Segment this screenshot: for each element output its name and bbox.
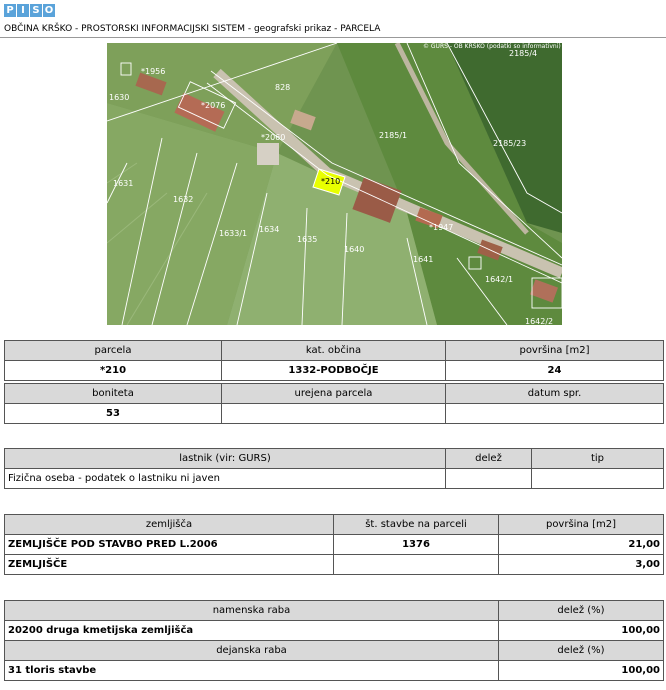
map-label: *1956 [141,67,166,76]
cadastral-municipality: 1332-PODBOČJE [222,361,446,381]
table-header-row [5,341,664,361]
table-header-row [5,601,664,621]
map-label: 1642/2 [525,317,554,325]
logo-letter: O [44,5,54,16]
land-table [4,514,664,575]
purpose-use-table [4,600,664,681]
logo-letter: P [4,4,16,17]
header-cell: tip [532,449,664,469]
table-row [5,621,664,641]
table-row [5,469,664,489]
land-type: ZEMLJIŠČE POD STAVBO PRED L.2006 [5,535,334,555]
map-copyright: © GURS - OB KRŠKO (podatki so informativni) [423,43,561,50]
building-number [334,555,499,575]
header-cell: urejena parcela [222,384,446,404]
owner-share [446,469,532,489]
header-cell: parcela [5,341,222,361]
owner-name: Fizična oseba - podatek o lastniku ni javen [5,469,446,489]
header-cell: površina [m2] [446,341,664,361]
map-label: *2060 [261,133,286,142]
table-row [5,404,664,424]
breadcrumb: OBČINA KRŠKO - PROSTORSKI INFORMACIJSKI SISTEM - geografski prikaz - PARCELA [4,24,381,34]
table-header-row [5,515,664,535]
parcel-map[interactable] [107,43,562,325]
purpose-use: 20200 druga kmetijska zemljišča [5,621,499,641]
header-cell: površina [m2] [499,515,664,535]
header-cell: zemljišča [5,515,334,535]
logo-letter: I [17,4,29,17]
owner-type [532,469,664,489]
map-label: 1630 [109,93,130,102]
land-area: 3,00 [499,555,664,575]
table-header-row [5,449,664,469]
header-cell: dejanska raba [5,641,499,661]
building-number: 1376 [334,535,499,555]
header-cell: delež (%) [499,641,664,661]
map-label: 1634 [259,225,280,234]
piso-logo[interactable] [4,4,55,17]
parcel-info-table [4,340,664,381]
map-label: 2185/23 [493,139,527,148]
urejena-parcela-value [222,404,446,424]
parcel-number: *210 [5,361,222,381]
map-label: 2185/4 [509,49,538,58]
table-row [5,555,664,575]
map-label: 1633/1 [219,229,248,238]
purpose-share: 100,00 [499,621,664,641]
map-label: 1631 [113,179,134,188]
map-label: 1641 [413,255,434,264]
table-row [5,535,664,555]
map-label: 1632 [173,195,194,204]
map-label: *2076 [201,101,226,110]
datum-spr-value [446,404,664,424]
header-cell: datum spr. [446,384,664,404]
table-row [5,361,664,381]
table-header-row [5,641,664,661]
logo-letter: S [30,4,42,17]
boniteta-value: 53 [5,404,222,424]
header-cell: lastnik (vir: GURS) [5,449,446,469]
map-label: 1642/1 [485,275,514,284]
actual-use: 31 tloris stavbe [5,661,499,681]
divider [0,37,666,38]
header-cell: delež (%) [499,601,664,621]
header-cell: delež [446,449,532,469]
map-label: *1947 [429,223,454,232]
map-label: 1640 [344,245,365,254]
map-label: 2185/1 [379,131,408,140]
header-cell: boniteta [5,384,222,404]
actual-share: 100,00 [499,661,664,681]
header-cell: kat. občina [222,341,446,361]
land-area: 21,00 [499,535,664,555]
parcel-quality-table [4,383,664,424]
owner-table [4,448,664,489]
table-row [5,661,664,681]
parcel-area: 24 [446,361,664,381]
land-type: ZEMLJIŠČE [5,555,334,575]
map-label: 828 [275,83,291,92]
map-label: 1635 [297,235,318,244]
selected-parcel-label: *210 [321,177,341,186]
header-cell: namenska raba [5,601,499,621]
header-cell: št. stavbe na parceli [334,515,499,535]
table-header-row [5,384,664,404]
